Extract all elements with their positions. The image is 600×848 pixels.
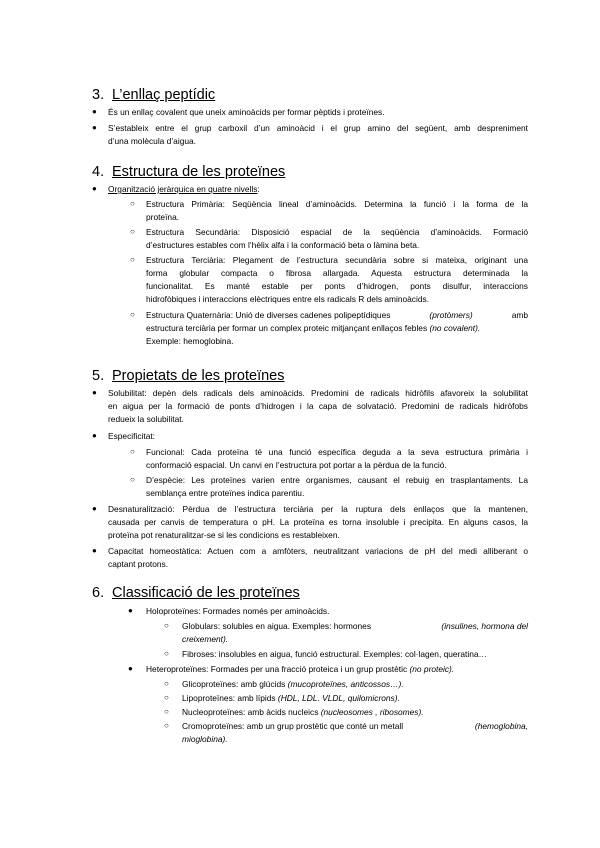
text-italic: mioglobina). bbox=[182, 734, 228, 744]
list-item: Solubilitat: depèn dels radicals dels aminoàcids. Predomini de radicals hidròfils afavoreix la solubilitat bbox=[108, 388, 528, 398]
text-italic: (no covalent). bbox=[429, 323, 481, 333]
bullet-ring: ○ bbox=[130, 475, 135, 484]
list-item bbox=[182, 720, 528, 732]
text-italic: (no proteic). bbox=[409, 664, 455, 674]
text-italic: (hemoglobina, bbox=[474, 721, 528, 731]
text-italic: (protòmers) bbox=[429, 310, 473, 320]
list-item: D’espècie: Les proteïnes varien entre organismes, causant el rebuig en trasplantaments. La bbox=[146, 475, 528, 485]
bullet-ring: ○ bbox=[130, 310, 135, 319]
bullet-disc: ● bbox=[92, 431, 97, 440]
bullet-disc: ● bbox=[92, 504, 97, 513]
text: Cromoproteïnes: amb un grup prostètic que conté un metall bbox=[182, 721, 404, 731]
section-title: Estructura de les proteïnes bbox=[112, 164, 286, 180]
list-item bbox=[182, 620, 528, 632]
list-item bbox=[182, 692, 400, 704]
text: Globulars: solubles en aigua. Exemples: hormones bbox=[182, 621, 372, 631]
section-number: 5. bbox=[92, 368, 105, 384]
list-item-cont bbox=[182, 733, 228, 745]
list-item-cont: conformació espacial. Un canvi en l’estructura pot portar a la pèrdua de la funció. bbox=[146, 460, 447, 470]
section-3-heading bbox=[92, 86, 215, 104]
bullet-ring: ○ bbox=[130, 255, 135, 264]
bullet-ring: ○ bbox=[164, 649, 169, 658]
text: estructura terciària per formar un complex proteic mitjançant enllaços febles bbox=[146, 323, 428, 333]
text: Glicoproteïnes: amb glúcids bbox=[182, 679, 286, 689]
bullet-disc: ● bbox=[128, 606, 133, 615]
list-item-cont: d’estructures estables com l’hèlix alfa i la conformació beta o làmina beta. bbox=[146, 240, 420, 250]
list-item: Capacitat homeostàtica: Actuen com a amfòters, neutralitzant variacions de pH del medi alliberant o bbox=[108, 546, 528, 556]
list-item-cont: Exemple: hemoglobina. bbox=[146, 336, 234, 346]
list-item-cont bbox=[146, 322, 480, 334]
text-italic: (mucoproteïnes, anticossos…). bbox=[287, 679, 404, 689]
section-number: 3. bbox=[92, 87, 105, 103]
text-italic: (nucleosomes , ribosomes). bbox=[320, 707, 424, 717]
list-item: Desnaturalització: Pèrdua de l’estructura terciària per la ruptura dels enllaços que la mantenen, bbox=[108, 504, 528, 514]
list-item-cont: forma globular compacta o fibrosa allargada. Aquesta estructura determinada la bbox=[146, 268, 528, 278]
bullet-ring: ○ bbox=[164, 679, 169, 688]
list-item: Fibroses: insolubles en aigua, funció estructural. Exemples: col·lagen, queratina… bbox=[182, 649, 487, 659]
list-item: S’estableix entre el grup carboxil d’un aminoàcid i el grup amino del següent, amb despreniment bbox=[108, 123, 528, 133]
section-5-heading bbox=[92, 367, 285, 385]
list-item bbox=[108, 183, 260, 195]
list-item-cont: funcionalitat. Es manté estable per ponts d’hidrogen, ponts disulfur, interaccions bbox=[146, 281, 528, 291]
list-item bbox=[146, 663, 454, 675]
list-item-cont: proteïna pot renaturalitzar-se si les condicions es restableixen. bbox=[108, 530, 340, 540]
text: Lipoproteïnes: amb lípids bbox=[182, 693, 276, 703]
list-item: És un enllaç covalent que uneix aminoàcids per formar pèptids i proteïnes. bbox=[108, 107, 385, 117]
bullet-ring: ○ bbox=[130, 447, 135, 456]
list-item: Estructura Terciària: Plegament de l’estructura secundària sobre si mateixa, originant una bbox=[146, 255, 528, 265]
section-number: 6. bbox=[92, 585, 105, 601]
list-item bbox=[146, 309, 528, 321]
list-item-cont: hidrofòbiques i interaccions elèctriques entre els radicals R dels aminoàcids. bbox=[146, 294, 430, 304]
text-italic: (HDL, LDL. VLDL, quilomicrons). bbox=[277, 693, 400, 703]
intro-text: Organització jeràrquica en quatre nivells bbox=[108, 184, 258, 194]
bullet-ring: ○ bbox=[130, 227, 135, 236]
list-item-cont: semblança entre proteïnes indica parentiu. bbox=[146, 488, 305, 498]
list-item-cont bbox=[182, 633, 228, 645]
bullet-disc: ● bbox=[92, 546, 97, 555]
text: Heteroproteïnes: Formades per una fracció proteica i un grup prostètic bbox=[146, 664, 408, 674]
section-number: 4. bbox=[92, 164, 105, 180]
text: Estructura Quaternària: Unió de diverses cadenes polipeptídiques bbox=[146, 310, 391, 320]
text: amb bbox=[511, 310, 528, 320]
list-item: Estructura Secundària: Disposició espacial de la seqüència d’aminoàcids. Formació bbox=[146, 227, 528, 237]
list-item bbox=[182, 678, 404, 690]
list-item-cont: causada per canvis de temperatura o pH. La proteïna es torna insoluble i precipita. En alguns casos, la bbox=[108, 517, 528, 527]
list-item: Especificitat: bbox=[108, 431, 156, 441]
text-italic: creixement). bbox=[182, 634, 229, 644]
bullet-disc: ● bbox=[92, 123, 97, 132]
section-title: Classificació de les proteïnes bbox=[112, 585, 300, 601]
section-4-heading bbox=[92, 163, 285, 181]
bullet-ring: ○ bbox=[164, 707, 169, 716]
section-title: Propietats de les proteïnes bbox=[112, 368, 285, 384]
list-item-cont: proteïna. bbox=[146, 212, 180, 222]
bullet-ring: ○ bbox=[164, 693, 169, 702]
bullet-disc: ● bbox=[92, 184, 97, 193]
bullet-disc: ● bbox=[92, 107, 97, 116]
bullet-ring: ○ bbox=[164, 721, 169, 730]
bullet-ring: ○ bbox=[130, 199, 135, 208]
list-item: Estructura Primària: Seqüència lineal d’aminoàcids. Determina la funció i la forma de la bbox=[146, 199, 528, 209]
list-item: Funcional: Cada proteïna té una funció específica deguda a la seva estructura primària i bbox=[146, 447, 528, 457]
list-item-cont: d’una molècula d’aigua. bbox=[108, 136, 196, 146]
section-title: L’enllaç peptídic bbox=[112, 87, 216, 103]
section-6-heading bbox=[92, 584, 300, 602]
intro-colon: : bbox=[257, 184, 260, 194]
bullet-disc: ● bbox=[92, 388, 97, 397]
list-item bbox=[182, 706, 424, 718]
list-item: Holoproteïnes: Formades només per aminoàcids. bbox=[146, 606, 330, 616]
list-item-cont: redueix la solubilitat. bbox=[108, 414, 184, 424]
bullet-disc: ● bbox=[128, 664, 133, 673]
bullet-ring: ○ bbox=[164, 621, 169, 630]
text: Nucleoproteïnes: amb àcids nucleics bbox=[182, 707, 319, 717]
list-item-cont: captant protons. bbox=[108, 559, 169, 569]
list-item-cont: en aigua per la formació de ponts d’hidrogen i la capa de solvatació. Predomini de radicals hidròfobs bbox=[108, 401, 528, 411]
text-italic: (insulines, hormona del bbox=[441, 621, 528, 631]
